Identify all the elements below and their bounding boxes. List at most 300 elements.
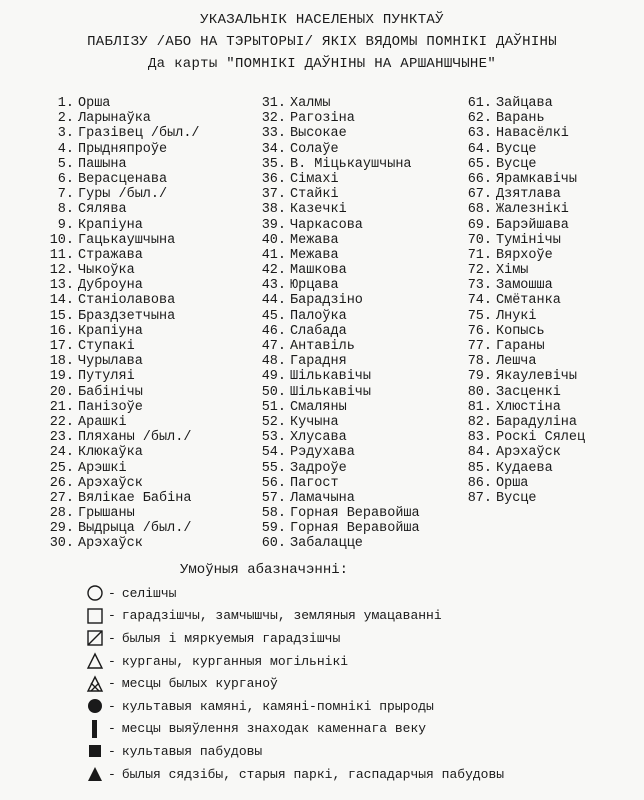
settlement-name: Роскі Сялец [496, 430, 586, 446]
settlement-name: Юрцава [290, 278, 339, 294]
settlement-number: 72. [467, 263, 492, 279]
settlement-name: Пашына [78, 156, 127, 172]
settlement-number: 60. [261, 536, 286, 552]
settlement-row [250, 491, 460, 506]
settlement-number: 68. [467, 202, 492, 218]
settlement-row [456, 187, 642, 202]
settlement-name: Сялява [78, 202, 127, 218]
settlement-number: 11. [49, 247, 74, 263]
settlement-name: Орша [78, 96, 111, 111]
settlement-row [38, 354, 258, 369]
settlement-row [456, 445, 642, 460]
legend-label: месцы выяўлення знаходак каменнага веку [121, 721, 427, 737]
settlement-number: 87. [467, 490, 492, 506]
title-line-2: ПАБЛІЗУ /АБО НА ТЭРЫТОРЫІ/ ЯКІХ ВЯДОМЫ ПОМНІКІ ДАЎНІНЫ [87, 34, 557, 50]
settlement-name: Гараны [496, 339, 545, 354]
settlement-row [456, 157, 642, 172]
settlement-row [250, 461, 460, 476]
settlement-number: 83. [467, 430, 492, 446]
settlement-row [38, 430, 258, 445]
settlement-row [38, 461, 258, 476]
settlement-number: 80. [467, 384, 492, 400]
settlement-row [250, 324, 460, 339]
settlement-number: 78. [467, 354, 492, 370]
settlement-row [456, 263, 642, 278]
settlement-row [456, 293, 642, 308]
settlement-row [38, 521, 258, 536]
settlement-name: Грышаны [78, 506, 135, 522]
settlement-name: Антавіль [290, 339, 355, 354]
settlement-number: 26. [49, 475, 74, 491]
settlement-name: Станіолавова [78, 293, 176, 309]
settlement-number: 47. [261, 339, 286, 354]
square-outline-icon [84, 607, 106, 625]
legend-dash: - [108, 585, 116, 601]
settlement-number: 62. [467, 111, 492, 127]
settlement-name: Кучына [290, 414, 339, 430]
settlement-number: 3. [57, 126, 74, 142]
settlement-name: Высокае [290, 126, 347, 142]
settlement-row [250, 415, 460, 430]
settlement-number: 18. [49, 354, 74, 370]
settlement-number: 32. [261, 111, 286, 127]
settlement-number: 50. [261, 384, 286, 400]
legend-label: культавыя пабудовы [121, 743, 263, 759]
settlement-row [456, 415, 642, 430]
settlement-number: 56. [261, 475, 286, 491]
settlement-number: 84. [467, 445, 492, 461]
settlement-name: Ступакі [78, 339, 135, 354]
settlement-row [250, 111, 460, 126]
settlement-row [38, 506, 258, 521]
settlement-name: Смётанка [496, 293, 561, 309]
settlement-number: 27. [49, 490, 74, 506]
settlement-row [456, 233, 642, 248]
settlement-name: Вусце [496, 141, 537, 157]
settlement-row [38, 111, 258, 126]
settlement-row [250, 536, 460, 551]
settlement-number: 28. [49, 506, 74, 522]
legend-item [84, 582, 504, 605]
settlement-row [38, 278, 258, 293]
settlement-number: 63. [467, 126, 492, 142]
legend-item [84, 763, 504, 786]
settlement-number: 48. [261, 354, 286, 370]
settlement-number: 25. [49, 460, 74, 476]
settlement-name: Кудаева [496, 460, 553, 476]
settlement-row [38, 187, 258, 202]
settlement-row [250, 339, 460, 354]
settlement-number: 35. [261, 156, 286, 172]
legend-item [84, 627, 504, 650]
settlement-row [38, 126, 258, 141]
circle-outline-icon [84, 584, 106, 602]
settlement-number: 81. [467, 399, 492, 415]
settlement-name: Ламачына [290, 490, 355, 506]
settlement-row [38, 339, 258, 354]
settlement-row [456, 111, 642, 126]
settlement-name: Тумінічы [496, 232, 561, 248]
legend-label: селішчы [121, 585, 177, 601]
settlement-name: Браздзетчына [78, 308, 176, 324]
settlement-number: 52. [261, 414, 286, 430]
settlement-row [456, 324, 642, 339]
settlement-number: 41. [261, 247, 286, 263]
settlement-number: 45. [261, 308, 286, 324]
settlement-number: 17. [49, 339, 74, 354]
settlement-row [456, 369, 642, 384]
settlement-row [456, 96, 642, 111]
settlement-name: Клюкаўка [78, 445, 143, 461]
settlement-name: Зайцава [496, 96, 553, 111]
settlement-name: Машкова [290, 263, 347, 279]
legend-dash: - [108, 743, 116, 759]
settlement-row [456, 385, 642, 400]
settlement-name: Смаляны [290, 399, 347, 415]
settlement-row [250, 202, 460, 217]
settlement-name: Пляханы /был./ [78, 430, 192, 446]
settlement-name: Путуляі [78, 369, 135, 385]
settlement-row [456, 142, 642, 157]
legend-dash: - [108, 766, 116, 782]
legend-item [84, 695, 504, 718]
settlement-column-2 [250, 96, 460, 552]
settlement-row [250, 142, 460, 157]
settlement-row [456, 248, 642, 263]
settlement-name: Верасценава [78, 171, 168, 187]
settlement-number: 55. [261, 460, 286, 476]
settlement-name: Шількавічы [290, 384, 372, 400]
legend-dash: - [108, 676, 116, 692]
settlement-number: 79. [467, 369, 492, 385]
settlement-row [250, 385, 460, 400]
settlement-row [38, 157, 258, 172]
settlement-number: 61. [467, 96, 492, 111]
settlement-name: Выдрыца /был./ [78, 521, 192, 537]
settlement-number: 69. [467, 217, 492, 233]
settlement-row [38, 536, 258, 551]
settlement-name: Арэхаўск [496, 445, 561, 461]
settlement-number: 70. [467, 232, 492, 248]
settlement-name: Засценкі [496, 384, 561, 400]
settlement-row [38, 96, 258, 111]
settlement-row [38, 309, 258, 324]
settlement-name: Стражава [78, 247, 143, 263]
settlement-row [456, 278, 642, 293]
settlement-row [38, 142, 258, 157]
settlement-row [250, 430, 460, 445]
settlement-name: Палоўка [290, 308, 347, 324]
title-line-1: УКАЗАЛЬНІК НАСЕЛЕНЫХ ПУНКТАЎ [200, 12, 444, 28]
settlement-row [250, 248, 460, 263]
legend-dash: - [108, 721, 116, 737]
legend-item [84, 740, 504, 763]
settlement-name: Межава [290, 247, 339, 263]
settlement-name: Дуброуна [78, 278, 143, 294]
settlement-name: Слабада [290, 323, 347, 339]
settlement-row [456, 354, 642, 369]
settlement-column-1 [38, 96, 258, 552]
settlement-row [250, 293, 460, 308]
square-slashed-icon [84, 629, 106, 647]
settlement-row [456, 461, 642, 476]
settlement-name: Хімы [496, 263, 529, 279]
settlement-number: 73. [467, 278, 492, 294]
settlement-name: Замошша [496, 278, 553, 294]
settlement-number: 53. [261, 430, 286, 446]
settlement-row [456, 476, 642, 491]
settlement-name: Лешча [496, 354, 537, 370]
settlement-row [250, 157, 460, 172]
settlement-name: Арэхаўск [78, 475, 143, 491]
settlement-number: 9. [57, 217, 74, 233]
settlement-name: Ярамкавічы [496, 171, 578, 187]
settlement-number: 46. [261, 323, 286, 339]
settlement-number: 29. [49, 521, 74, 537]
settlement-name: Арэшкі [78, 460, 127, 476]
settlement-number: 67. [467, 187, 492, 203]
settlement-row [38, 293, 258, 308]
legend-item [84, 718, 504, 741]
settlement-name: Гацькаушчына [78, 232, 176, 248]
settlement-row [250, 369, 460, 384]
settlement-number: 82. [467, 414, 492, 430]
legend-label: месцы былых курганоў [121, 676, 278, 692]
settlement-name: Казечкі [290, 202, 347, 218]
settlement-number: 85. [467, 460, 492, 476]
legend-dash: - [108, 653, 116, 669]
settlement-number: 76. [467, 323, 492, 339]
settlement-name: Панізоўе [78, 399, 143, 415]
settlement-name: Бабінічы [78, 384, 143, 400]
settlement-row [250, 96, 460, 111]
settlement-number: 42. [261, 263, 286, 279]
settlement-number: 34. [261, 141, 286, 157]
settlement-name: Пагост [290, 475, 339, 491]
settlement-name: Задроўе [290, 460, 347, 476]
settlement-name: Гарадня [290, 354, 347, 370]
settlement-number: 64. [467, 141, 492, 157]
settlement-number: 31. [261, 96, 286, 111]
settlement-name: Барадзіно [290, 293, 363, 309]
legend-item [84, 650, 504, 673]
settlement-row [38, 491, 258, 506]
settlement-number: 19. [49, 369, 74, 385]
settlement-number: 20. [49, 384, 74, 400]
settlement-name: Межава [290, 232, 339, 248]
settlement-number: 66. [467, 171, 492, 187]
settlement-row [456, 202, 642, 217]
settlement-number: 74. [467, 293, 492, 309]
settlement-number: 43. [261, 278, 286, 294]
settlement-number: 2. [57, 111, 74, 127]
settlement-number: 5. [57, 156, 74, 172]
legend-label: культавыя камяні, камяні-помнікі прыроды [121, 698, 434, 714]
settlement-name: Халмы [290, 96, 331, 111]
settlement-column-3 [456, 96, 642, 506]
settlement-name: Варань [496, 111, 545, 127]
settlement-name: Навасёлкі [496, 126, 569, 142]
settlement-row [250, 521, 460, 536]
legend-dash: - [108, 608, 116, 624]
settlement-number: 65. [467, 156, 492, 172]
settlement-row [250, 218, 460, 233]
settlement-row [456, 491, 642, 506]
settlement-name: Лнукі [496, 308, 537, 324]
settlement-row [38, 369, 258, 384]
settlement-row [456, 339, 642, 354]
settlement-number: 59. [261, 521, 286, 537]
legend-title: Умоўныя абазначэнні: [180, 562, 349, 578]
settlement-number: 38. [261, 202, 286, 218]
settlement-number: 8. [57, 202, 74, 218]
settlement-name: Вялікае Бабіна [78, 490, 192, 506]
settlement-number: 57. [261, 490, 286, 506]
settlement-number: 51. [261, 399, 286, 415]
settlement-name: Горная Веравойша [290, 521, 420, 537]
settlement-row [38, 400, 258, 415]
settlement-row [38, 445, 258, 460]
settlement-row [456, 172, 642, 187]
settlement-name: Хлюстіна [496, 399, 561, 415]
settlement-name: Арэхаўск [78, 536, 143, 552]
settlement-name: Крапіуна [78, 323, 143, 339]
settlement-name: Сімахі [290, 171, 339, 187]
settlement-name: Прыдняпроўе [78, 141, 168, 157]
settlement-row [250, 172, 460, 187]
settlement-name: Чурылава [78, 354, 143, 370]
settlement-row [250, 263, 460, 278]
filled-square-icon [84, 742, 106, 760]
settlement-number: 1. [57, 96, 74, 111]
settlement-row [38, 202, 258, 217]
legend-label: былыя сядзібы, старыя паркі, гаспадарчыя пабудовы [121, 766, 505, 782]
settlement-row [38, 476, 258, 491]
settlement-name: Забалацце [290, 536, 363, 552]
settlement-number: 71. [467, 247, 492, 263]
settlement-row [250, 278, 460, 293]
settlement-number: 77. [467, 339, 492, 354]
settlement-name: Вусце [496, 156, 537, 172]
settlement-number: 37. [261, 187, 286, 203]
settlement-number: 14. [49, 293, 74, 309]
settlement-name: Рэдухава [290, 445, 355, 461]
settlement-number: 7. [57, 187, 74, 203]
settlement-row [456, 218, 642, 233]
legend-label: былыя і мяркуемыя гарадзішчы [121, 630, 341, 646]
settlement-name: Солаўе [290, 141, 339, 157]
settlement-name: Жалезнікі [496, 202, 569, 218]
settlement-number: 12. [49, 263, 74, 279]
legend-label: гарадзішчы, замчышчы, земляныя умацаванні [121, 608, 442, 624]
settlement-number: 86. [467, 475, 492, 491]
legend-dash: - [108, 630, 116, 646]
settlement-name: В. Міцькаушчына [290, 156, 412, 172]
legend-dash: - [108, 698, 116, 714]
settlement-name: Якаулевічы [496, 369, 578, 385]
settlement-name: Вусце [496, 490, 537, 506]
settlement-name: Шількавічы [290, 369, 372, 385]
settlement-number: 75. [467, 308, 492, 324]
settlement-name: Орша [496, 475, 529, 491]
settlement-row [38, 248, 258, 263]
settlement-number: 30. [49, 536, 74, 552]
settlement-row [38, 324, 258, 339]
settlement-name: Гразівец /был./ [78, 126, 200, 142]
settlement-name: Чыкоўка [78, 263, 135, 279]
settlement-name: Арашкі [78, 414, 127, 430]
legend-item [84, 672, 504, 695]
settlement-number: 58. [261, 506, 286, 522]
settlement-name: Рагозіна [290, 111, 355, 127]
settlement-number: 33. [261, 126, 286, 142]
settlement-number: 13. [49, 278, 74, 294]
legend-item [84, 605, 504, 628]
settlement-name: Гуры /был./ [78, 187, 168, 203]
settlement-number: 44. [261, 293, 286, 309]
settlement-name: Чаркасова [290, 217, 363, 233]
settlement-number: 23. [49, 430, 74, 446]
settlement-row [250, 233, 460, 248]
settlement-number: 15. [49, 308, 74, 324]
settlement-number: 49. [261, 369, 286, 385]
settlement-row [38, 218, 258, 233]
title-line-3: Да карты "ПОМНІКІ ДАЎНІНЫ НА АРШАНШЧЫНЕ" [147, 56, 497, 72]
settlement-number: 21. [49, 399, 74, 415]
settlement-row [250, 309, 460, 324]
settlement-row [456, 126, 642, 141]
settlement-number: 36. [261, 171, 286, 187]
settlement-row [250, 400, 460, 415]
settlement-row [250, 506, 460, 521]
settlement-name: Дзятлава [496, 187, 561, 203]
settlement-number: 10. [49, 232, 74, 248]
settlement-name: Барадуліна [496, 414, 578, 430]
settlement-number: 54. [261, 445, 286, 461]
triangle-outline-icon [84, 652, 106, 670]
settlement-name: Ларынаўка [78, 111, 151, 127]
settlement-name: Вярхоўе [496, 247, 553, 263]
settlement-row [250, 445, 460, 460]
settlement-row [38, 263, 258, 278]
settlement-number: 6. [57, 171, 74, 187]
settlement-row [250, 354, 460, 369]
settlement-number: 40. [261, 232, 286, 248]
settlement-name: Горная Веравойша [290, 506, 420, 522]
settlement-row [250, 476, 460, 491]
settlement-row [456, 430, 642, 445]
triangle-crossed-icon [84, 675, 106, 693]
legend-label: курганы, курганныя могільнікі [121, 653, 349, 669]
settlement-name: Стайкі [290, 187, 339, 203]
legend [84, 582, 504, 785]
settlement-name: Барэйшава [496, 217, 569, 233]
settlement-row [38, 385, 258, 400]
settlement-row [250, 126, 460, 141]
settlement-number: 16. [49, 323, 74, 339]
settlement-row [456, 400, 642, 415]
settlement-row [38, 233, 258, 248]
settlement-number: 39. [261, 217, 286, 233]
settlement-number: 24. [49, 445, 74, 461]
settlement-name: Крапіуна [78, 217, 143, 233]
settlement-name: Хлусава [290, 430, 347, 446]
settlement-number: 4. [57, 141, 74, 157]
settlement-row [456, 309, 642, 324]
settlement-name: Копысь [496, 323, 545, 339]
filled-triangle-icon [84, 765, 106, 783]
filled-circle-icon [84, 697, 106, 715]
